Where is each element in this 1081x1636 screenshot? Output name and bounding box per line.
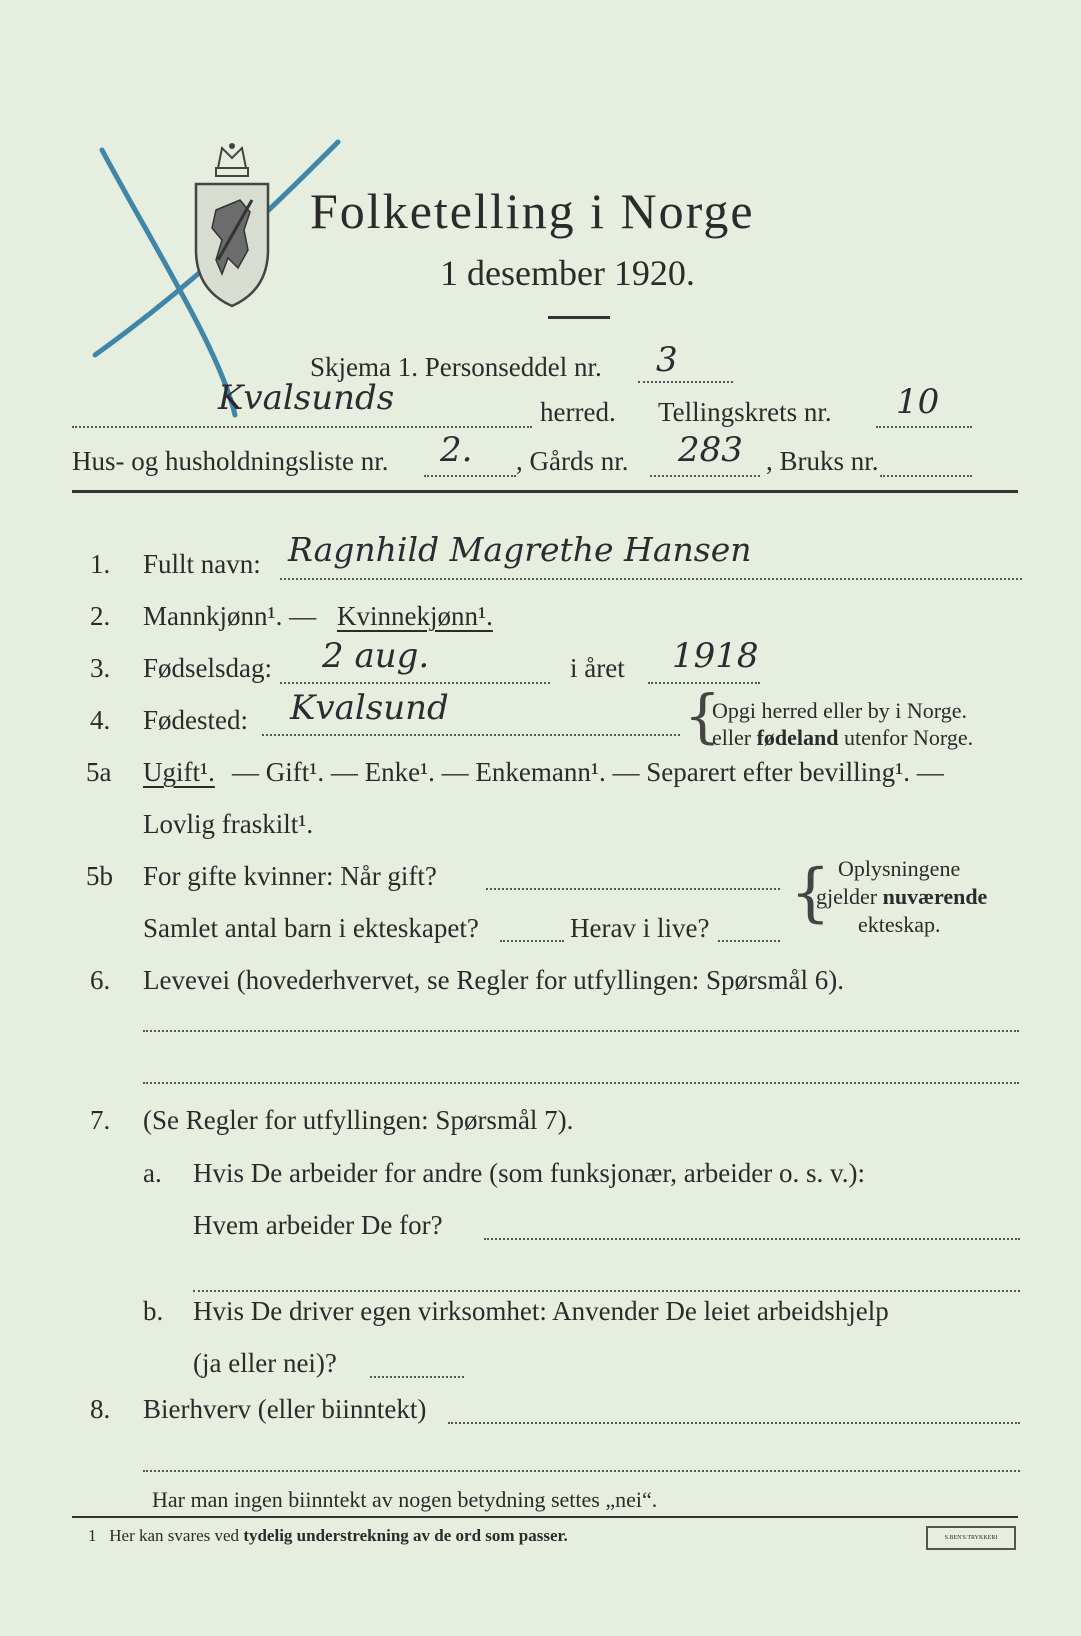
q4-number: 4.: [90, 705, 111, 735]
form-title: Folketelling i Norge: [310, 183, 755, 239]
bruks-line: [880, 475, 972, 477]
husliste-line: [424, 475, 516, 477]
skjema-label: Skjema 1. Personseddel nr.: [310, 352, 602, 382]
q2-number: 2.: [90, 601, 111, 631]
footnote: 1 Her kan svares ved tydelig understrekning av de ord som passer.: [88, 1526, 568, 1545]
footnote-divider: [72, 1516, 1018, 1518]
q3-day-line: [280, 682, 550, 684]
q3-year-label: i året: [570, 653, 625, 683]
q5b-number: 5b: [86, 861, 113, 891]
q5b-label2: Samlet antal barn i ekteskapet?: [143, 913, 479, 943]
q7b-line1: Hvis De driver egen virksomhet: Anvender De leiet arbeidshjelp: [193, 1296, 889, 1326]
q8-line2: [143, 1470, 1020, 1472]
q8-number: 8.: [90, 1394, 111, 1424]
q3-number: 3.: [90, 653, 111, 683]
q5b-children-line: [500, 940, 564, 942]
herred-value: Kvalsunds: [218, 378, 395, 418]
q7a-extra-line: [193, 1290, 1020, 1292]
q5a-number: 5a: [86, 757, 112, 787]
q4-brace: {: [684, 682, 721, 750]
q5b-label1: For gifte kvinner: Når gift?: [143, 861, 437, 891]
q5b-note-line3: ekteskap.: [858, 912, 941, 937]
q5b-alive-line: [718, 940, 780, 942]
q4-value: Kvalsund: [290, 688, 449, 728]
form-date: 1 desember 1920.: [440, 253, 695, 293]
q3-year-value: 1918: [672, 636, 759, 676]
q4-note-line1: Opgi herred eller by i Norge.: [712, 698, 967, 723]
q5a-options: — Gift¹. — Enke¹. — Enkemann¹. — Separert efter bevilling¹. —: [232, 757, 944, 787]
q4-label: Fødested:: [143, 705, 248, 735]
q6-line2: [143, 1082, 1019, 1084]
q1-label: Fullt navn:: [143, 549, 261, 579]
gards-label: , Gårds nr.: [516, 446, 629, 476]
herred-line: [72, 426, 532, 428]
q5a-ugift-underlined: Ugift¹.: [143, 757, 215, 787]
printer-stamp: S.BEN'S TRYKKERI: [926, 1526, 1016, 1550]
q6-line1: [143, 1030, 1019, 1032]
q7a-line2: Hvem arbeider De for?: [193, 1210, 443, 1240]
q5b-brace: {: [790, 856, 831, 930]
title-divider: [548, 316, 610, 319]
q4-note-line2: eller fødeland utenfor Norge.: [712, 725, 974, 750]
q5b-note-line2: gjelder nuværende: [816, 884, 988, 909]
q7b-answer-line: [370, 1376, 464, 1378]
q7b-line2: (ja eller nei)?: [193, 1348, 337, 1378]
q1-line: [280, 578, 1022, 580]
coat-of-arms-icon: [188, 140, 276, 310]
q2-kvinne-underlined: Kvinnekjønn¹.: [337, 601, 493, 631]
q5b-note-line1: Oplysningene: [838, 856, 961, 881]
husliste-value: 2.: [440, 430, 473, 470]
bruks-label: , Bruks nr.: [766, 446, 879, 476]
q3-day-value: 2 aug.: [322, 636, 430, 676]
q8-label: Bierhverv (eller biinntekt): [143, 1394, 427, 1424]
q5b-married-line: [486, 888, 780, 890]
q7b-letter: b.: [143, 1296, 164, 1326]
q5b-label3: Herav i live?: [570, 913, 710, 943]
gards-line: [650, 475, 760, 477]
q8-line1: [448, 1422, 1020, 1424]
husliste-label: Hus- og husholdningsliste nr.: [72, 446, 389, 476]
q7a-line1: Hvis De arbeider for andre (som funksjonær, arbeider o. s. v.):: [193, 1158, 865, 1188]
q7-number: 7.: [90, 1105, 111, 1135]
q5a-line2: Lovlig fraskilt¹.: [143, 809, 314, 839]
personseddel-value: 3: [656, 340, 678, 380]
q1-value: Ragnhild Magrethe Hansen: [288, 530, 752, 569]
tellingskrets-value: 10: [896, 382, 940, 422]
q4-line: [262, 734, 680, 736]
q3-label: Fødselsdag:: [143, 653, 273, 683]
q7a-letter: a.: [143, 1158, 162, 1188]
q7-label: (Se Regler for utfyllingen: Spørsmål 7).: [143, 1105, 574, 1135]
q6-label: Levevei (hovederhvervet, se Regler for utfyllingen: Spørsmål 6).: [143, 965, 845, 995]
q1-number: 1.: [90, 549, 111, 579]
q7a-employer-line: [484, 1238, 1020, 1240]
q8-note: Har man ingen biinntekt av nogen betydning settes „nei“.: [152, 1487, 658, 1512]
q2-mann: Mannkjønn¹. —: [143, 601, 317, 631]
gards-value: 283: [678, 430, 743, 470]
section-divider: [72, 490, 1018, 493]
q6-number: 6.: [90, 965, 111, 995]
tellingskrets-label: Tellingskrets nr.: [658, 397, 832, 427]
tellingskrets-line: [876, 426, 972, 428]
herred-label: herred.: [540, 397, 616, 427]
personseddel-line: [638, 381, 733, 383]
